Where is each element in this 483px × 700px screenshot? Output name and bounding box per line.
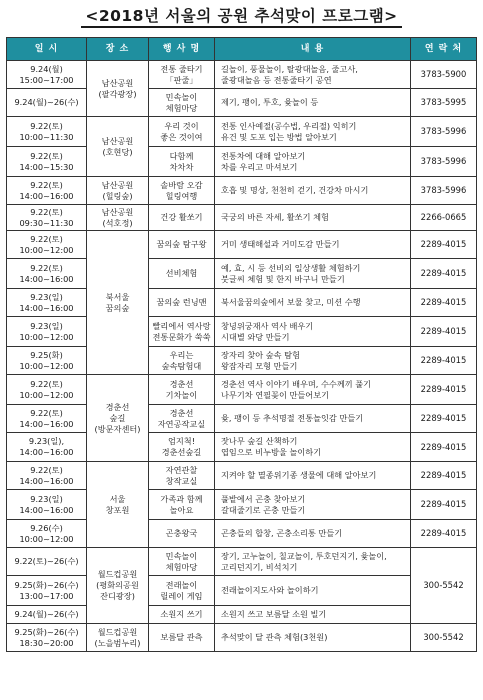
cell-event: 건강 활쏘기 xyxy=(149,205,215,231)
cell-date: 9.23(일) 10:00~12:00 xyxy=(7,317,87,347)
header-event: 행 사 명 xyxy=(149,38,215,61)
cell-place: 월드컵공원 (노을범누리) xyxy=(87,624,149,652)
cell-content: 북서울꿈의숲에서 보물 찾고, 미션 수행 xyxy=(215,289,411,317)
cell-phone: 2289-4015 xyxy=(411,433,477,462)
table-row xyxy=(7,147,477,177)
cell-content: 곤충들의 합창, 곤충소리통 만들기 xyxy=(215,520,411,548)
cell-place: 남산공원 (호현당) xyxy=(87,117,149,177)
cell-place: 월드컵공원 (평화의공원 잔디광장) xyxy=(87,548,149,624)
cell-phone: 2289-4015 xyxy=(411,462,477,490)
cell-content: 국궁의 바른 자세, 활쏘기 체험 xyxy=(215,205,411,231)
cell-place: 서울 창포원 xyxy=(87,462,149,548)
header-place: 장 소 xyxy=(87,38,149,61)
cell-place: 남산공원 (팔각광장) xyxy=(87,61,149,117)
cell-content: 전래놀이지도사와 놀이하기 xyxy=(215,576,411,606)
table-row xyxy=(7,117,477,147)
table-row xyxy=(7,205,477,231)
cell-place: 경춘선 숲길 (방문자센터) xyxy=(87,375,149,462)
cell-event: 솔바람 오감 힐링여행 xyxy=(149,177,215,205)
cell-content: 예, 효, 시 등 선비의 일상생활 체험하기 붓글씨 체험 및 한지 바구니 만들기 xyxy=(215,259,411,289)
cell-content: 장기, 고누놀이, 칠교놀이, 투호던지기, 윷놀이, 고리던지기, 비석치기 xyxy=(215,548,411,576)
cell-date: 9.22(토) 14:00~16:00 xyxy=(7,259,87,289)
cell-event: 엄지척! 경춘선숲길 xyxy=(149,433,215,462)
table-row xyxy=(7,624,477,652)
cell-content: 장자리 찾아 숲속 탐험 왕잠자리 모형 만들기 xyxy=(215,347,411,375)
cell-content: 전통 인사예절(공수법, 우리절) 익히기 유건 및 도포 입는 방법 알아보기 xyxy=(215,117,411,147)
cell-date: 9.26(수) 10:00~12:00 xyxy=(7,520,87,548)
table-row xyxy=(7,259,477,289)
cell-phone: 2289-4015 xyxy=(411,347,477,375)
table-row xyxy=(7,490,477,520)
cell-content: 호흡 및 명상, 천천히 걷기, 건강차 마시기 xyxy=(215,177,411,205)
cell-date: 9.24(월)~26(수) xyxy=(7,89,87,117)
cell-date: 9.22(토)~26(수) xyxy=(7,548,87,576)
cell-content: 소원지 쓰고 보름달 소원 빌기 xyxy=(215,606,411,624)
table-row xyxy=(7,548,477,576)
cell-phone: 2289-4015 xyxy=(411,490,477,520)
cell-event: 자연관찰 창작교실 xyxy=(149,462,215,490)
table-row xyxy=(7,289,477,317)
cell-event: 경춘선 기차놀이 xyxy=(149,375,215,405)
table-row xyxy=(7,347,477,375)
cell-event: 전통 줄타기 「판줄」 xyxy=(149,61,215,89)
cell-phone: 2266-0665 xyxy=(411,205,477,231)
cell-date: 9.24(월) 15:00~17:00 xyxy=(7,61,87,89)
cell-date: 9.25(화) 10:00~12:00 xyxy=(7,347,87,375)
cell-phone: 3783-5995 xyxy=(411,89,477,117)
cell-content: 경춘선 역사 이야기 배우며, 수수께끼 풀기 나무기차 연필꽂이 만들어보기 xyxy=(215,375,411,405)
cell-phone: 2289-4015 xyxy=(411,231,477,259)
cell-event: 민속놀이 체험마당 xyxy=(149,89,215,117)
cell-place: 북서울 꿈의숲 xyxy=(87,231,149,375)
cell-phone: 3783-5996 xyxy=(411,117,477,147)
cell-place: 남산공원 (힐링숲) xyxy=(87,177,149,205)
cell-phone: 300-5542 xyxy=(411,624,477,652)
cell-phone: 2289-4015 xyxy=(411,259,477,289)
cell-event: 소원지 쓰기 xyxy=(149,606,215,624)
cell-content: 전통차에 대해 알아보기 차를 우리고 마셔보기 xyxy=(215,147,411,177)
cell-event: 빨리에서 역사랑 전통문화가 쑥쑥 xyxy=(149,317,215,347)
cell-content: 추석맞이 달 관측 체험(3천원) xyxy=(215,624,411,652)
cell-event: 우리 것이 좋은 것이여 xyxy=(149,117,215,147)
cell-event: 경춘선 자연공작교실 xyxy=(149,405,215,433)
cell-content: 길놀이, 풍물놀이, 탈광대놀음, 줄고사, 줄광대놀음 등 전통줄타기 공연 xyxy=(215,61,411,89)
cell-phone: 3783-5900 xyxy=(411,61,477,89)
cell-date: 9.25(화)~26(수) 18:30~20:00 xyxy=(7,624,87,652)
cell-date: 9.23(일) 14:00~16:00 xyxy=(7,289,87,317)
cell-date: 9.25(화)~26(수) 13:00~17:00 xyxy=(7,576,87,606)
cell-date: 9.22(토) 10:00~11:30 xyxy=(7,117,87,147)
table-row xyxy=(7,576,477,606)
cell-event: 곤충왕국 xyxy=(149,520,215,548)
cell-event: 다함께 차차차 xyxy=(149,147,215,177)
cell-phone: 2289-4015 xyxy=(411,375,477,405)
cell-event: 꿈의숲 런닝맨 xyxy=(149,289,215,317)
cell-event: 꿈의숲 탐구왕 xyxy=(149,231,215,259)
table-row xyxy=(7,317,477,347)
cell-phone: 3783-5996 xyxy=(411,147,477,177)
table-row xyxy=(7,520,477,548)
table-row xyxy=(7,231,477,259)
cell-date: 9.22(토) 14:00~16:00 xyxy=(7,405,87,433)
cell-content: 제기, 팽이, 투호, 윷놀이 등 xyxy=(215,89,411,117)
cell-phone: 2289-4015 xyxy=(411,405,477,433)
cell-date: 9.22(토) 14:00~15:30 xyxy=(7,147,87,177)
header-content: 내 용 xyxy=(215,38,411,61)
cell-date: 9.22(토) 10:00~12:00 xyxy=(7,375,87,405)
cell-date: 9.22(토) 14:00~16:00 xyxy=(7,462,87,490)
cell-date: 9.23(일), 14:00~16:00 xyxy=(7,433,87,462)
cell-date: 9.22(토) 10:00~12:00 xyxy=(7,231,87,259)
cell-phone: 2289-4015 xyxy=(411,289,477,317)
table-row xyxy=(7,61,477,89)
cell-event: 전래놀이 릴레이 게임 xyxy=(149,576,215,606)
table-header xyxy=(7,38,477,61)
table-row xyxy=(7,405,477,433)
page-title xyxy=(0,4,483,28)
cell-date: 9.22(토) 14:00~16:00 xyxy=(7,177,87,205)
cell-date: 9.22(토) 09:30~11:30 xyxy=(7,205,87,231)
cell-phone: 300-5542 xyxy=(411,548,477,624)
cell-date: 9.24(월)~26(수) xyxy=(7,606,87,624)
table-row xyxy=(7,89,477,117)
cell-content: 윷, 팽이 등 추석명절 전통놀잇감 만들기 xyxy=(215,405,411,433)
cell-place: 남산공원 (석호정) xyxy=(87,205,149,231)
title-text: <2018년 서울의 공원 추석맞이 프로그램> xyxy=(81,7,401,28)
cell-event: 우리는 숲속탐험대 xyxy=(149,347,215,375)
cell-phone: 2289-4015 xyxy=(411,520,477,548)
cell-event: 민속놀이 체험마당 xyxy=(149,548,215,576)
cell-event: 보름달 관측 xyxy=(149,624,215,652)
cell-content: 잣나무 숲길 산책하기 엽임으로 비누방울 놀이하기 xyxy=(215,433,411,462)
header-phone: 연 락 처 xyxy=(411,38,477,61)
cell-phone: 3783-5996 xyxy=(411,177,477,205)
cell-content: 풀밭에서 곤충 찾아보기 갈대줄기로 곤충 만들기 xyxy=(215,490,411,520)
table-row xyxy=(7,606,477,624)
program-table xyxy=(6,37,477,652)
cell-phone: 2289-4015 xyxy=(411,317,477,347)
header-date: 일 시 xyxy=(7,38,87,61)
cell-event: 선비체험 xyxy=(149,259,215,289)
cell-content: 지켜야 할 멸종위기종 생물에 대해 알아보기 xyxy=(215,462,411,490)
cell-content: 거미 생태해설과 거미도감 만들기 xyxy=(215,231,411,259)
cell-date: 9.23(일) 14:00~16:00 xyxy=(7,490,87,520)
table-row xyxy=(7,177,477,205)
table-row xyxy=(7,462,477,490)
cell-event: 가족과 함께 놀아요 xyxy=(149,490,215,520)
table-row xyxy=(7,433,477,462)
table-row xyxy=(7,375,477,405)
cell-content: 창녕위궁재사 역사 배우기 시대별 와당 만들기 xyxy=(215,317,411,347)
